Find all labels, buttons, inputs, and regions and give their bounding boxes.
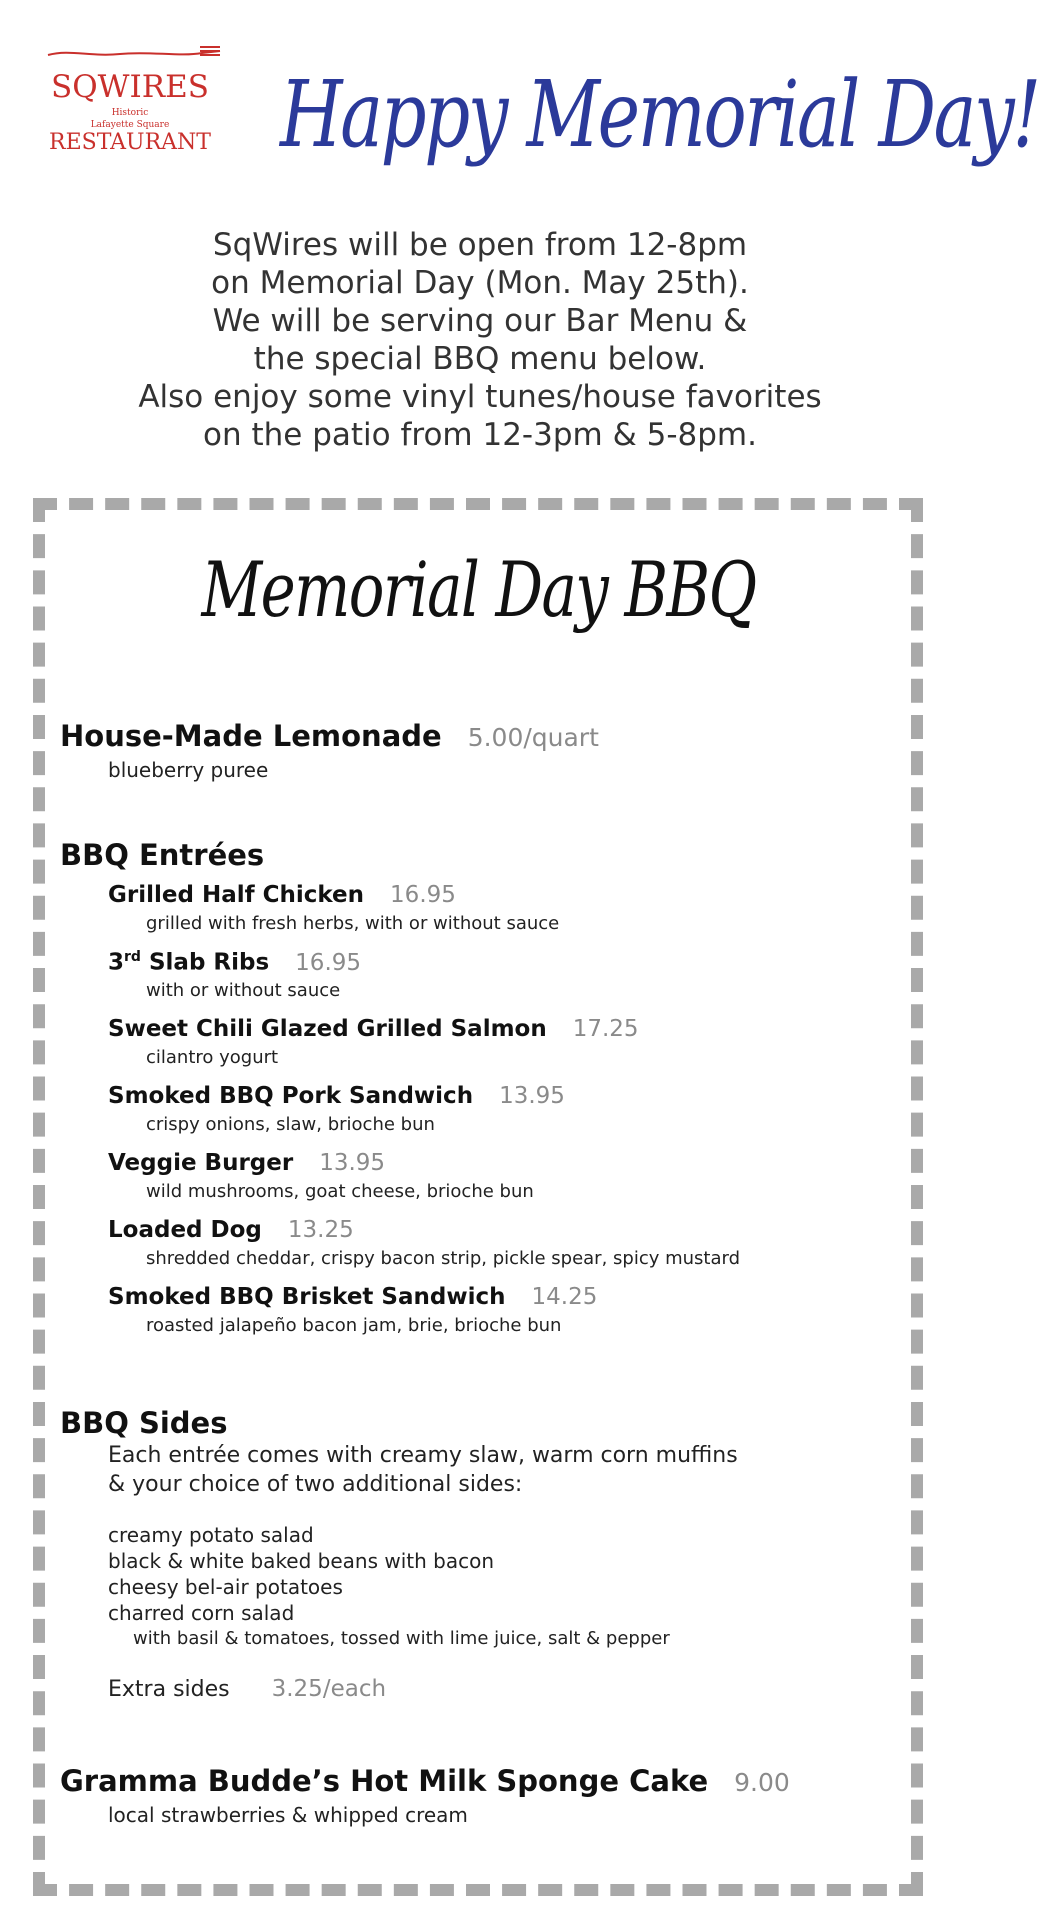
entree-desc: with or without sauce [146,980,341,1001]
logo-historic: Historic [111,108,149,118]
entree-name: Sweet Chili Glazed Grilled Salmon [108,1016,547,1042]
dessert-name: Gramma Budde’s Hot Milk Sponge Cake [60,1764,709,1798]
entree-price: 17.25 [572,1016,639,1042]
entree-price: 13.95 [499,1083,565,1109]
sides-intro: Each entrée comes with creamy slaw, warm corn muffins [108,1443,738,1468]
entree-item [108,1284,597,1310]
entree-item [108,1083,565,1109]
intro-line: Also enjoy some vinyl tunes/house favorites [138,379,822,415]
entree-name-sup: rd [124,949,141,965]
entree-price: 14.25 [531,1284,598,1310]
entree-item [108,949,361,976]
sqwires-logo [30,45,230,160]
entree-name: Loaded Dog [108,1217,262,1243]
logo-restaurant: RESTAURANT [49,130,211,155]
intro-text [60,226,900,454]
entree-desc: crispy onions, slaw, brioche bun [146,1114,435,1135]
entree-name: Smoked BBQ Pork Sandwich [108,1083,474,1109]
fork-icon [48,51,220,55]
intro-line: the special BBQ menu below. [253,341,707,377]
lemonade-name: House-Made Lemonade [60,719,442,753]
menu-title: Memorial Day BBQ [201,545,756,634]
entree-item [108,1217,354,1243]
entree-name: Smoked BBQ Brisket Sandwich [108,1284,506,1310]
entree-desc: shredded cheddar, crispy bacon strip, pickle spear, spicy mustard [146,1248,741,1269]
intro-line: on the patio from 12-3pm & 5-8pm. [203,417,757,453]
lemonade-row [60,719,599,753]
side-item: cheesy bel-air potatoes [108,1575,343,1599]
side-item: charred corn salad [108,1601,295,1625]
entree-price: 13.95 [319,1150,386,1176]
entree-item [108,1016,639,1042]
entree-item [108,882,456,908]
sides-intro: & your choice of two additional sides: [108,1472,523,1497]
dessert-price: 9.00 [734,1768,790,1797]
extra-sides-row [108,1674,386,1705]
entree-price: 16.95 [295,949,362,976]
lemonade-desc: blueberry puree [108,758,269,782]
entree-desc: grilled with fresh herbs, with or without sauce [146,913,560,934]
entree-desc: cilantro yogurt [146,1047,279,1068]
entree-name: Veggie Burger [108,1150,294,1176]
extra-sides-price: 3.25/each [271,1676,387,1702]
entree-name-prefix: 3 [108,949,125,976]
logo-lafayette: Lafayette Square [90,120,170,130]
headline: Happy Memorial Day! [280,61,1039,168]
lemonade-price: 5.00/quart [467,723,599,752]
sides-heading: BBQ Sides [60,1406,228,1440]
entrees-heading: BBQ Entrées [60,838,265,872]
entree-name: Slab Ribs [148,949,270,976]
entree-price: 13.25 [287,1217,354,1243]
entree-desc: roasted jalapeño bacon jam, brie, brioche bun [146,1315,562,1336]
side-item: creamy potato salad [108,1523,314,1547]
logo-name: SQWIRES [51,69,209,105]
intro-line: SqWires will be open from 12-8pm [212,227,748,263]
intro-line: on Memorial Day (Mon. May 25th). [211,265,749,301]
entree-name: Grilled Half Chicken [108,882,365,908]
entree-item [108,1150,385,1176]
entree-desc: wild mushrooms, goat cheese, brioche bun [146,1181,534,1202]
corn-note: with basil & tomatoes, tossed with lime juice, salt & pepper [133,1628,670,1649]
dessert-desc: local strawberries & whipped cream [108,1803,468,1827]
entree-price: 16.95 [390,882,456,908]
dessert-row [60,1764,790,1798]
side-item: black & white baked beans with bacon [108,1549,495,1573]
intro-line: We will be serving our Bar Menu & [212,303,748,339]
extra-sides-label: Extra sides [108,1677,230,1702]
